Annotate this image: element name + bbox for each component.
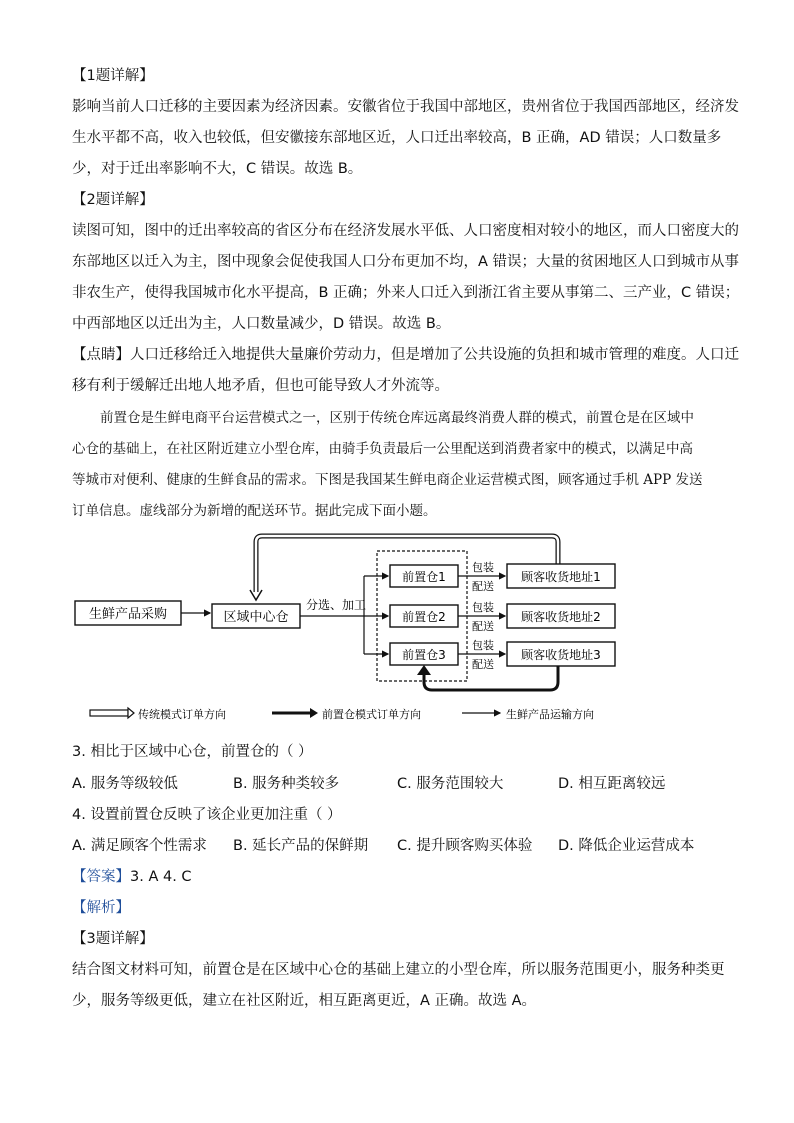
legend bbox=[90, 707, 594, 721]
q2-line-1: 读图可知，图中的迁出率较高的省区分布在经济发展水平低、人口密度相对较小的地区，而人口密度大的 bbox=[72, 223, 739, 239]
q3-heading: 【3题详解】 bbox=[72, 931, 154, 947]
customer-label-3: 顾客收货地址3 bbox=[521, 648, 601, 662]
warehouse-label-2: 前置仓2 bbox=[402, 610, 446, 624]
deliver-label-3: 配送 bbox=[472, 658, 494, 671]
analysis-label: 【解析】 bbox=[72, 900, 130, 916]
q3-option-b: B. 服务种类较多 bbox=[233, 776, 340, 792]
customer-label-1: 顾客收货地址1 bbox=[521, 570, 601, 584]
q3-analysis-line-2: 少，服务等级更低，建立在社区附近，相互距离更近，A 正确。故选 A。 bbox=[72, 993, 537, 1009]
customer-label-2: 顾客收货地址2 bbox=[521, 610, 601, 624]
q2-line-4: 中西部地区以迁出为主，人口数量减少，D 错误。故选 B。 bbox=[72, 316, 451, 332]
process-label: 分选、加工 bbox=[305, 598, 367, 612]
q2-line-3: 非农生产，使得我国城市化水平提高，B 正确；外来人口迁入到浙江省主要从事第二、三产业，C 错误； bbox=[72, 285, 740, 301]
material-line-3: 等城市对便利、健康的生鲜食品的需求。下图是我国某生鲜电商企业运营模式图，顾客通过手机 APP 发送 bbox=[72, 472, 703, 488]
deliver-label-1: 配送 bbox=[472, 580, 494, 593]
q3-analysis-line-1: 结合图文材料可知，前置仓是在区域中心仓的基础上建立的小型仓库，所以服务范围更小，服务种类更 bbox=[72, 962, 725, 978]
answer-text: 3. A 4. C bbox=[130, 869, 192, 885]
pack-label-3: 包装 bbox=[472, 639, 494, 652]
q1-heading: 【1题详解】 bbox=[72, 68, 154, 84]
warehouse-label-3: 前置仓3 bbox=[402, 648, 446, 662]
comment-line-2: 移有利于缓解迁出地人地矛盾，但也可能导致人才外流等。 bbox=[72, 378, 449, 394]
legend-traditional: 传统模式订单方向 bbox=[138, 708, 226, 721]
q4-option-b: B. 延长产品的保鲜期 bbox=[233, 838, 369, 854]
material-line-2: 心仓的基础上，在社区附近建立小型仓库，由骑手负责最后一公里配送到消费者家中的模式，以满足中高 bbox=[72, 441, 693, 457]
pack-label-2: 包装 bbox=[472, 601, 494, 614]
q3-option-a: A. 服务等级较低 bbox=[72, 776, 178, 792]
q1-line-3: 少，对于迁出率影响不大，C 错误。故选 B。 bbox=[72, 161, 363, 177]
q1-line-2: 生水平都不高，收入也较低，但安徽接东部地区近，人口迁出率较高，B 正确，AD 错误；人口数量多 bbox=[72, 130, 722, 146]
operation-mode-diagram bbox=[60, 530, 660, 730]
q3-option-d: D. 相互距离较远 bbox=[558, 776, 666, 792]
legend-transport: 生鲜产品运输方向 bbox=[506, 708, 594, 721]
answer-label: 【答案】 bbox=[72, 869, 130, 885]
deliver-label-2: 配送 bbox=[472, 620, 494, 633]
front-order-arrowhead bbox=[417, 665, 431, 675]
q4-option-c: C. 提升顾客购买体验 bbox=[397, 838, 533, 854]
q4-option-a: A. 满足顾客个性需求 bbox=[72, 838, 207, 854]
q3-stem: 3. 相比于区域中心仓，前置仓的（ ） bbox=[72, 744, 313, 760]
purchase-label: 生鲜产品采购 bbox=[88, 607, 168, 622]
q3-option-c: C. 服务范围较大 bbox=[397, 776, 504, 792]
center-label: 区域中心仓 bbox=[223, 610, 289, 625]
pack-label-1: 包装 bbox=[472, 561, 494, 574]
q1-line-1: 影响当前人口迁移的主要因素为经济因素。安徽省位于我国中部地区，贵州省位于我国西部地区，经济发 bbox=[72, 99, 739, 115]
q4-stem: 4. 设置前置仓反映了该企业更加注重（ ） bbox=[72, 807, 342, 823]
answer-line bbox=[72, 867, 192, 887]
material-line-1: 前置仓是生鲜电商平台运营模式之一，区别于传统仓库远离最终消费人群的模式，前置仓是在区域中 bbox=[100, 410, 694, 426]
q2-line-2: 东部地区以迁入为主，图中现象会促使我国人口分布更加不均，A 错误；大量的贫困地区人口到城市从事 bbox=[72, 254, 740, 270]
legend-front: 前置仓模式订单方向 bbox=[322, 708, 421, 721]
comment-line-1: 【点睛】人口迁移给迁入地提供大量廉价劳动力，但是增加了公共设施的负担和城市管理的难度。人口迁 bbox=[72, 347, 739, 363]
q4-option-d: D. 降低企业运营成本 bbox=[558, 838, 695, 854]
warehouse-label-1: 前置仓1 bbox=[402, 570, 446, 584]
q2-heading: 【2题详解】 bbox=[72, 192, 154, 208]
material-line-4: 订单信息。虚线部分为新增的配送环节。据此完成下面小题。 bbox=[72, 503, 437, 519]
